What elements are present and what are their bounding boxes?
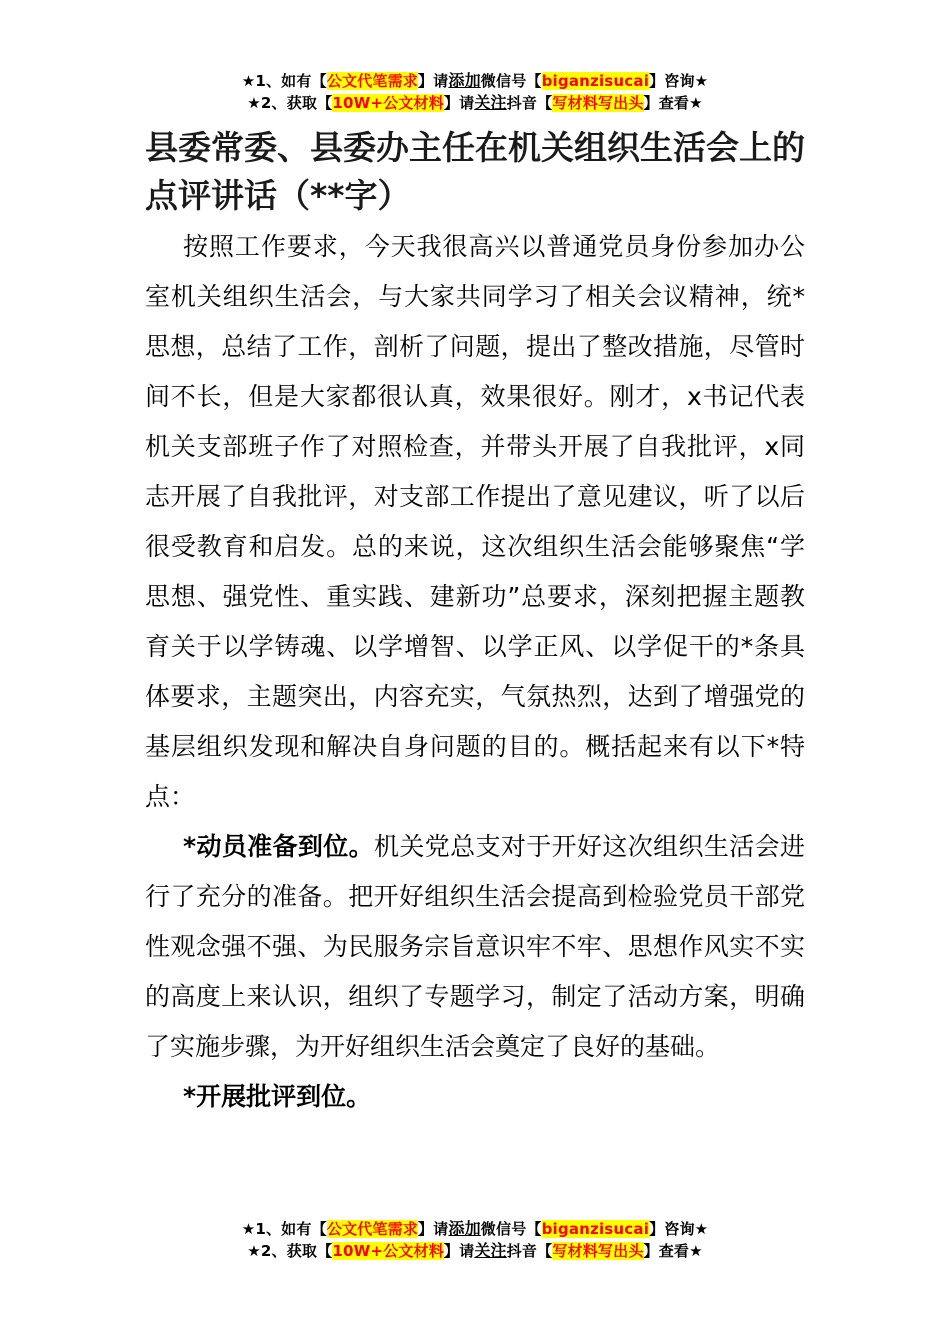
banner-text: 抖音【: [506, 1242, 553, 1260]
banner-text: 抖音【: [506, 94, 553, 112]
banner-line-2: [0, 92, 950, 114]
banner-text: 】查看★: [643, 94, 703, 112]
banner-emphasis: 关注: [474, 1241, 507, 1260]
banner-text: 】请: [443, 94, 475, 112]
highlight-wechat-id: biganzisucai: [541, 1220, 650, 1238]
paragraph-text: 机关党总支对于开好这次组织生活会进行了充分的准备。把开好组织生活会提高到检验党员干部党性观念强不强、为民服务宗旨意识牢不牢、思想作风实不实的高度上来认识，组织了专题学习，制定了活动方案，明确了实施步骤，为开好组织生活会奠定了良好的基础。: [145, 832, 805, 1061]
paragraph-mobilization: [145, 822, 805, 1072]
banner-text: 】咨询★: [649, 72, 709, 90]
banner-text: 】请: [417, 1220, 449, 1238]
page-title: 县委常委、县委办主任在机关组织生活会上的点评讲话（**字）: [145, 128, 805, 215]
header-banner: [0, 70, 950, 114]
highlight-service: 公文代笔需求: [326, 1220, 418, 1238]
highlight-douyin-account: 写材料写出头: [552, 94, 644, 112]
paragraph-lead: *动员准备到位。: [183, 832, 375, 861]
paragraph-criticism: [145, 1072, 805, 1122]
banner-text: ★2、获取【: [247, 1242, 333, 1260]
banner-text: ★2、获取【: [247, 94, 333, 112]
banner-line-1: [0, 1218, 950, 1240]
banner-text: ★1、如有【: [241, 1220, 327, 1238]
banner-emphasis: 添加: [448, 1219, 481, 1238]
paragraph-lead: *开展批评到位。: [183, 1082, 372, 1111]
banner-text: 】请: [443, 1242, 475, 1260]
highlight-douyin-account: 写材料写出头: [552, 1242, 644, 1260]
paragraph-text: 按照工作要求，今天我很高兴以普通党员身份参加办公室机关组织生活会，与大家共同学习了相关会议精神，统*思想，总结了工作，剖析了问题，提出了整改措施，尽管时间不长，但是大家都很认真，效果很好。刚才，x书记代表机关支部班子作了对照检查，并带头开展了自我批评，x同志开展了自我批评，对支部工作提出了意见建议，听了以后很受教育和启发。总的来说，这次组织生活会能够聚焦“学思想、强党性、重实践、建新功”总要求，深刻把握主题教育关于以学铸魂、以学增智、以学正风、以学促干的*条具体要求，主题突出，内容充实，气氛热烈，达到了增强党的基层组织发现和解决自身问题的目的。概括起来有以下*特点：: [145, 232, 805, 811]
banner-text: 】咨询★: [649, 1220, 709, 1238]
banner-line-1: [0, 70, 950, 92]
banner-text: 微信号【: [480, 72, 542, 90]
highlight-materials: 10W+公文材料: [332, 1242, 444, 1260]
banner-text: 】请: [417, 72, 449, 90]
banner-line-2: [0, 1240, 950, 1262]
paragraph-intro: [145, 222, 805, 822]
banner-emphasis: 添加: [448, 71, 481, 90]
document-body: [145, 222, 805, 1122]
footer-banner: [0, 1218, 950, 1262]
banner-emphasis: 关注: [474, 93, 507, 112]
banner-text: 微信号【: [480, 1220, 542, 1238]
highlight-service: 公文代笔需求: [326, 72, 418, 90]
banner-text: ★1、如有【: [241, 72, 327, 90]
banner-text: 】查看★: [643, 1242, 703, 1260]
highlight-wechat-id: biganzisucai: [541, 72, 650, 90]
highlight-materials: 10W+公文材料: [332, 94, 444, 112]
